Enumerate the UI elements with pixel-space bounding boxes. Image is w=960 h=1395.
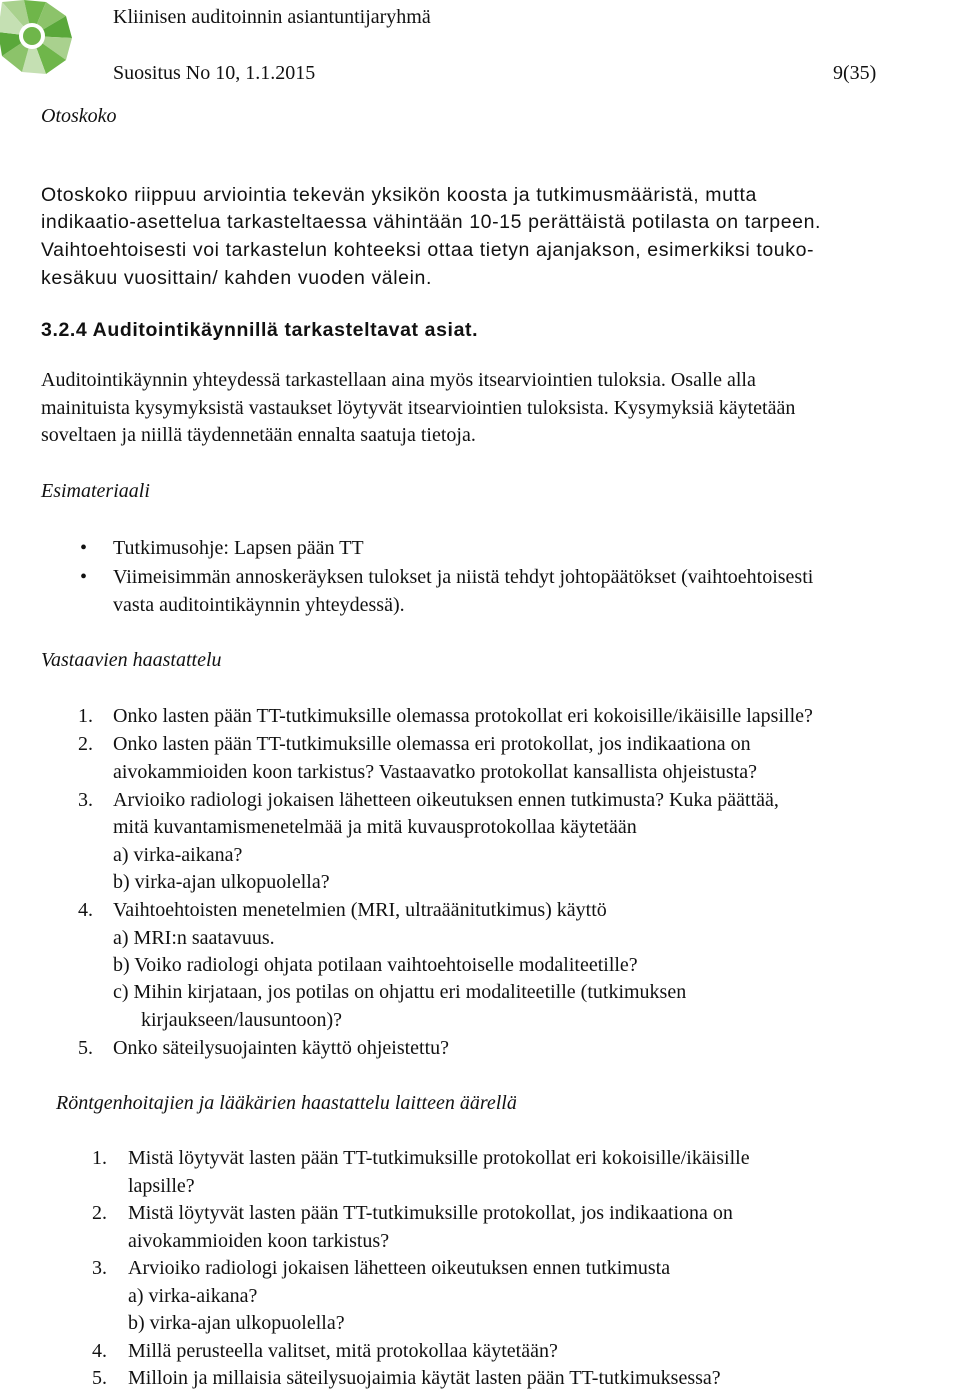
- list-number: 2.: [92, 1202, 107, 1224]
- paragraph-line: Otoskoko riippuu arviointia tekevän yksikön koosta ja tutkimusmääristä, mutta: [41, 184, 757, 206]
- page-number: 9(35): [833, 62, 877, 84]
- paragraph-line: Auditointikäynnin yhteydessä tarkastellaan aina myös itsearviointien tuloksia. Osalle alla: [41, 369, 756, 391]
- list-number: 4.: [78, 899, 93, 921]
- list-number: 5.: [92, 1367, 107, 1389]
- list-subitem: a) MRI:n saatavuus.: [113, 927, 275, 949]
- list-item-continuation: vasta auditointikäynnin yhteydessä).: [113, 594, 405, 616]
- list-number: 1.: [92, 1147, 107, 1169]
- section-heading-3-2-4: 3.2.4 Auditointikäynnillä tarkasteltavat asiat.: [41, 319, 479, 341]
- list-item: Viimeisimmän annoskeräyksen tulokset ja niistä tehdyt johtopäätökset (vaihtoehtoisesti: [113, 566, 814, 588]
- list-subitem: b) virka-ajan ulkopuolella?: [113, 871, 330, 893]
- list-number: 5.: [78, 1037, 93, 1059]
- list-item: Mistä löytyvät lasten pään TT-tutkimuksille protokollat eri kokoisille/ikäisille: [128, 1147, 750, 1169]
- list-subitem: b) Voiko radiologi ohjata potilaan vaihtoehtoiselle modaliteetille?: [113, 954, 638, 976]
- paragraph-line: kesäkuu vuosittain/ kahden vuoden välein.: [41, 267, 433, 289]
- list-item: Millä perusteella valitset, mitä protokollaa käytetään?: [128, 1340, 558, 1362]
- list-subitem: b) virka-ajan ulkopuolella?: [128, 1312, 345, 1334]
- list-item-continuation: aivokammioiden koon tarkistus? Vastaavatko protokollat kansallista ohjeistusta?: [113, 761, 757, 783]
- list-number: 3.: [78, 789, 93, 811]
- list-item: Onko lasten pään TT-tutkimuksille olemassa protokollat eri kokoisille/ikäisille lapsille?: [113, 705, 813, 727]
- paragraph-line: indikaatio-asettelua tarkasteltaessa vähintään 10-15 perättäistä potilasta on tarpeen.: [41, 211, 822, 233]
- section-title-premetrials: Esimateriaali: [41, 480, 150, 502]
- organization-logo-icon: [0, 0, 90, 90]
- list-item-continuation: mitä kuvantamismenetelmää ja mitä kuvausprotokollaa käytetään: [113, 816, 637, 838]
- list-subitem-continuation: kirjaukseen/lausuntoon)?: [141, 1009, 343, 1031]
- list-number: 4.: [92, 1340, 107, 1362]
- list-item: Mistä löytyvät lasten pään TT-tutkimuksille protokollat, jos indikaationa on: [128, 1202, 733, 1224]
- list-item: Vaihtoehtoisten menetelmien (MRI, ultraäänitutkimus) käyttö: [113, 899, 607, 921]
- list-item: Onko lasten pään TT-tutkimuksille olemassa eri protokollat, jos indikaationa on: [113, 733, 751, 755]
- list-subitem: c) Mihin kirjataan, jos potilas on ohjattu eri modaliteetille (tutkimuksen: [113, 981, 687, 1003]
- section-title-responsible-interview: Vastaavien haastattelu: [41, 649, 222, 671]
- list-item-continuation: lapsille?: [128, 1175, 195, 1197]
- list-item: Milloin ja millaisia säteilysuojaimia käytät lasten pään TT-tutkimuksessa?: [128, 1367, 721, 1389]
- list-number: 1.: [78, 705, 93, 727]
- list-number: 2.: [78, 733, 93, 755]
- recommendation-date: Suositus No 10, 1.1.2015: [113, 62, 316, 84]
- paragraph-line: Vaihtoehtoisesti voi tarkastelun kohteeksi ottaa tietyn ajanjakson, esimerkiksi touko-: [41, 239, 815, 261]
- list-item: Tutkimusohje: Lapsen pään TT: [113, 537, 364, 559]
- list-item: Arvioiko radiologi jokaisen lähetteen oikeutuksen ennen tutkimusta: [128, 1257, 671, 1279]
- bullet-icon: •: [80, 537, 88, 559]
- section-title-sample-size: Otoskoko: [41, 105, 117, 127]
- list-item-continuation: aivokammioiden koon tarkistus?: [128, 1230, 390, 1252]
- paragraph-line: soveltaen ja niillä täydennetään ennalta saatuja tietoja.: [41, 424, 476, 446]
- bullet-icon: •: [80, 566, 88, 588]
- list-subitem: a) virka-aikana?: [113, 844, 243, 866]
- list-subitem: a) virka-aikana?: [128, 1285, 258, 1307]
- list-item: Onko säteilysuojainten käyttö ohjeistettu?: [113, 1037, 450, 1059]
- list-number: 3.: [92, 1257, 107, 1279]
- list-item: Arvioiko radiologi jokaisen lähetteen oikeutuksen ennen tutkimusta? Kuka päättää,: [113, 789, 779, 811]
- section-title-device-interview: Röntgenhoitajien ja lääkärien haastattelu laitteen äärellä: [56, 1092, 517, 1114]
- organization-name: Kliinisen auditoinnin asiantuntijaryhmä: [113, 6, 431, 28]
- paragraph-line: mainituista kysymyksistä vastaukset löytyvät itsearviointien tuloksista. Kysymyksiä käytetään: [41, 397, 796, 419]
